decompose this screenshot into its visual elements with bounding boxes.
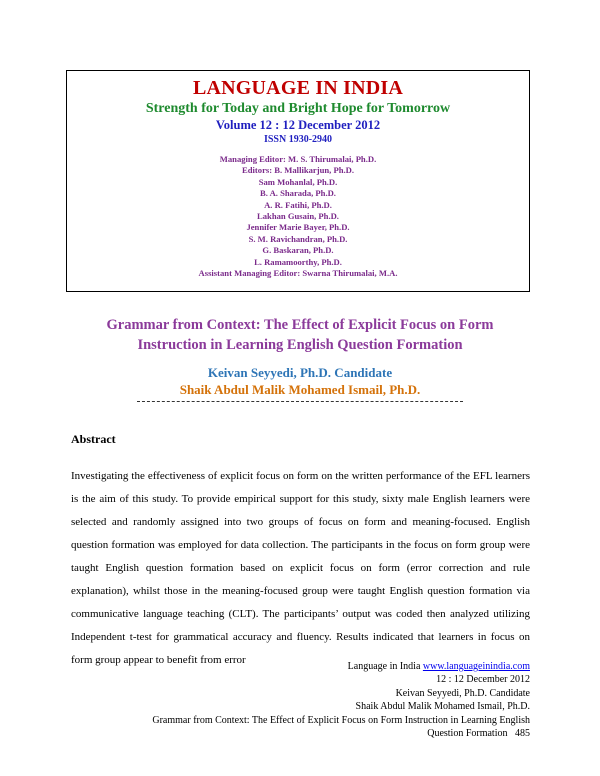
footer-title-line-2 [60,727,530,740]
editor-line: B. A. Sharada, Ph.D. [260,188,336,199]
footer-issue: 12 : 12 December 2012 [436,674,530,686]
journal-website-link[interactable]: www.languageinindia.com [422,661,530,672]
footer-journal-line [60,660,530,673]
editor-list [67,154,529,279]
author-block [40,364,560,398]
journal-issn: ISSN 1930-2940 [263,134,333,145]
journal-volume: Volume 12 : 12 December 2012 [215,118,381,132]
editor-line: Lakhan Gusain, Ph.D. [257,211,339,222]
footer-title-end: Question Formation [427,728,508,740]
abstract-heading: Abstract [71,432,116,446]
article-title-line-1: Grammar from Context: The Effect of Explicit Focus on Form [106,317,494,333]
page-footer [60,660,530,740]
footer-author-1: Keivan Seyyedi, Ph.D. Candidate [395,687,530,699]
editor-line: S. M. Ravichandran, Ph.D. [248,233,348,244]
abstract-body: Investigating the effectiveness of explicit focus on form on the written performance of the EFL learners is the aim of this study. To provide empirical support for this study, sixty male English learners were selected and randomly assigned into two groups of focus on form and meaning-focused. English question formation was employed for data collection. The participants in the focus on form group were taught English question formation based on explicit focus on form (error correction and rule explanation), whilst those in the meaning-focused group were taught English question formation via communicative language teaching (CLT). The participants’ output was coded then analyzed utilizing Independent t-test for grammatical accuracy and fluency. Results indicated that learners in focus on form group appear to benefit from error [71,470,530,666]
author-2: Shaik Abdul Malik Mohamed Ismail, Ph.D. [179,382,421,397]
footer-title-line-1: Grammar from Context: The Effect of Explicit Focus on Form Instruction in Learning English [152,714,530,726]
editor-line: Editors: B. Mallikarjun, Ph.D. [242,165,354,176]
editor-line: G. Baskaran, Ph.D. [262,245,334,256]
author-1: Keivan Seyyedi, Ph.D. Candidate [207,365,393,380]
editor-line: A. R. Fatihi, Ph.D. [264,199,332,210]
article-title-line-2: Instruction in Learning English Question Formation [137,337,463,353]
editor-line: Sam Mohanlal, Ph.D. [258,176,338,187]
footer-author-2: Shaik Abdul Malik Mohamed Ismail, Ph.D. [355,701,530,713]
journal-title: LANGUAGE IN INDIA [192,77,404,99]
editor-line: Assistant Managing Editor: Swarna Thirumalai, M.A. [198,268,398,279]
journal-masthead [66,70,530,292]
editor-line: Managing Editor: M. S. Thirumalai, Ph.D. [219,154,377,164]
editor-line: L. Ramamoorthy, Ph.D. [254,256,342,267]
article-title [40,315,560,355]
journal-tagline: Strength for Today and Bright Hope for Tomorrow [145,101,451,116]
section-divider [137,401,463,402]
editor-line: Jennifer Marie Bayer, Ph.D. [246,222,350,233]
footer-journal-prefix: Language in India [347,661,423,672]
page-number: 485 [515,728,530,740]
